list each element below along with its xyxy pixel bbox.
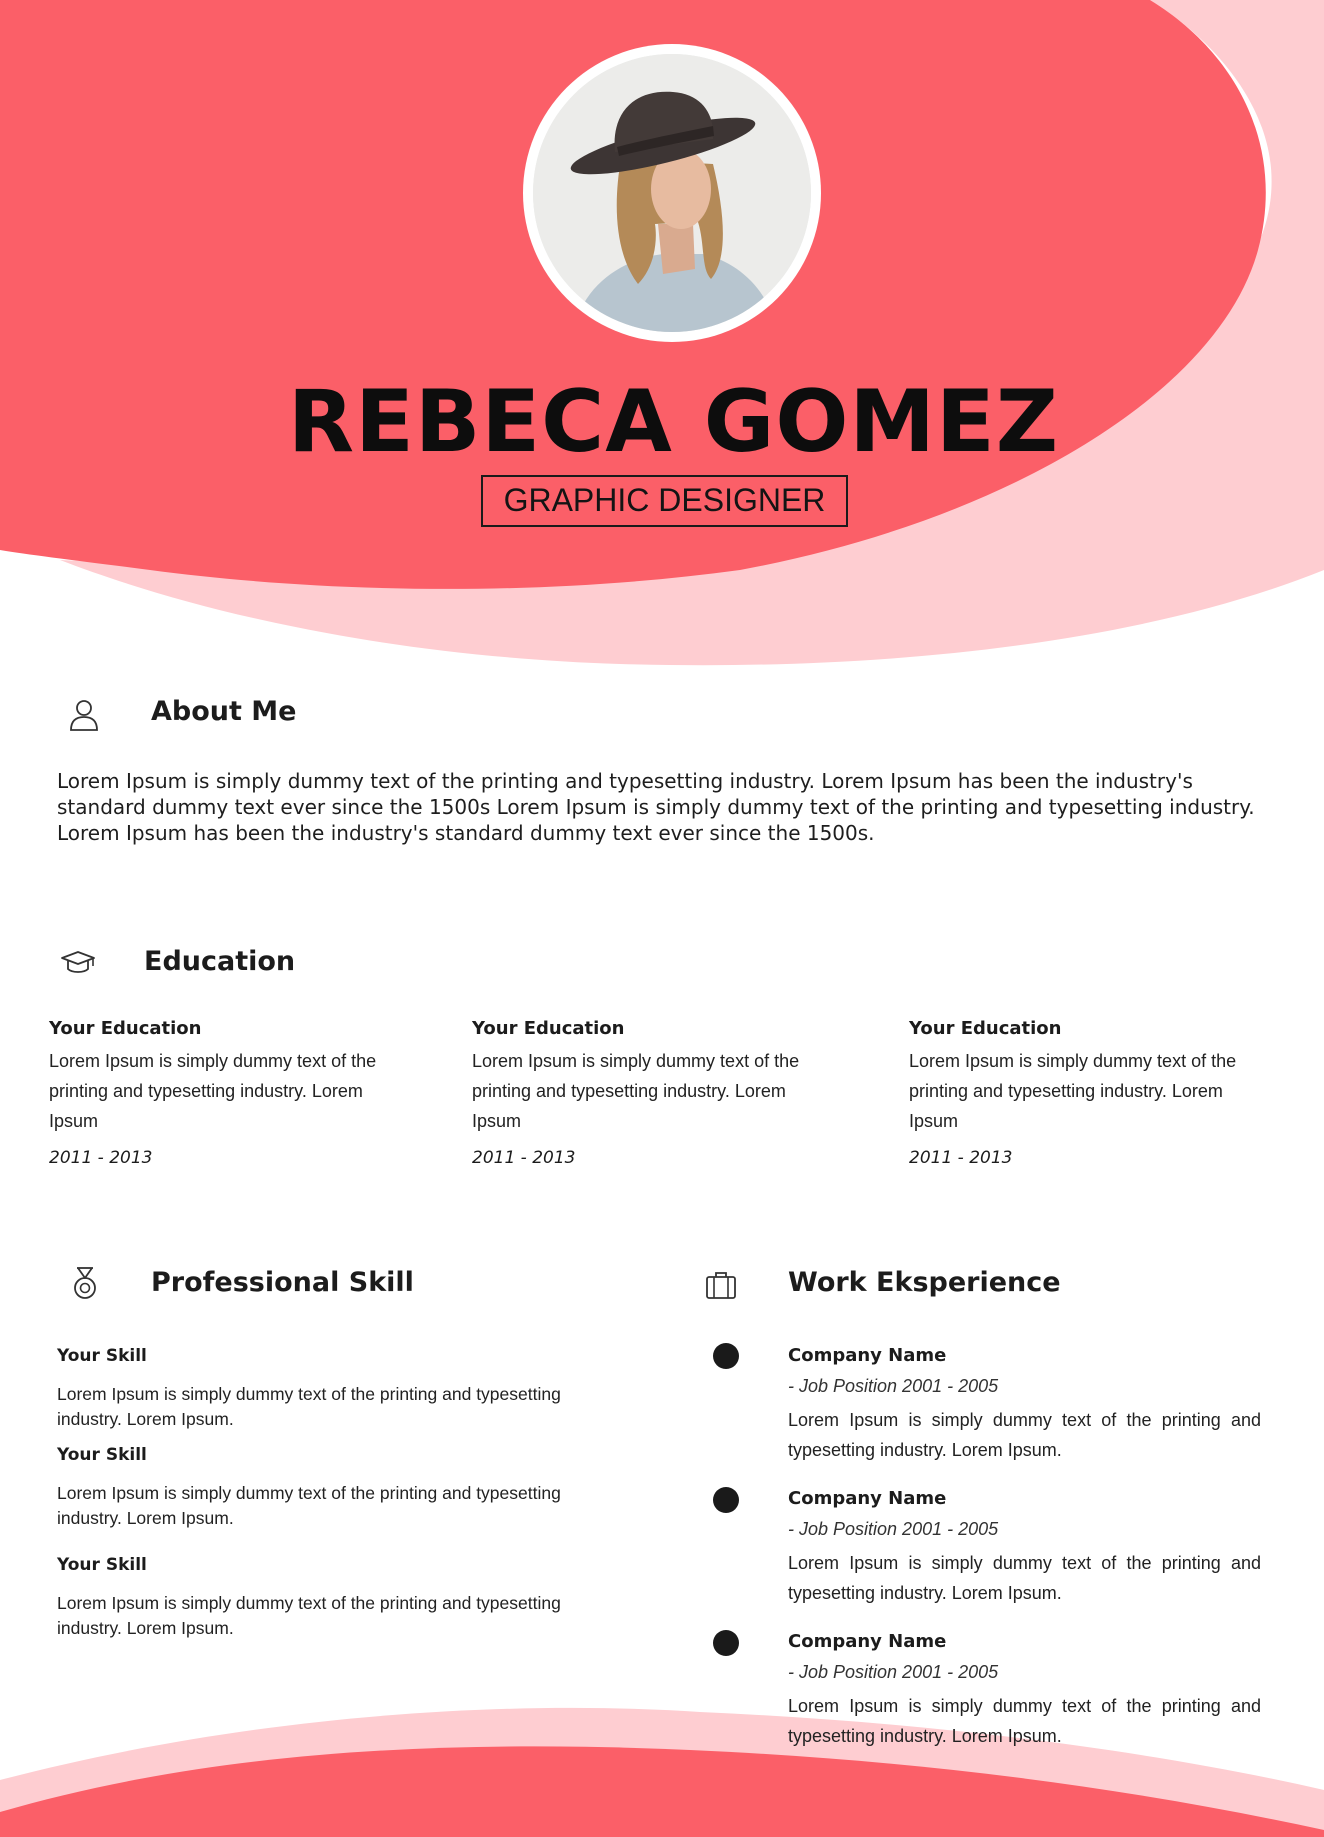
skill-item-text: Lorem Ipsum is simply dummy text of the printing and typesetting industry. Lorem Ipsum. [57,1483,561,1528]
skill-item-title: Your Skill [57,1555,147,1575]
education-item-title: Your Education [472,1018,625,1039]
education-item-years: 2011 - 2013 [909,1148,1013,1168]
education-item-title: Your Education [49,1018,202,1039]
resume-name: REBECA GOMEZ [287,372,1060,472]
avatar [533,54,811,332]
timeline-dot [713,1487,739,1513]
work-item [788,1486,1261,1608]
education-item-text: Lorem Ipsum is simply dummy text of the printing and typesetting industry. Lorem Ipsum [472,1051,800,1131]
work-company: Company Name [788,1488,947,1509]
skills-title: Professional Skill [151,1267,414,1298]
work-text: Lorem Ipsum is simply dummy text of the printing and typesetting industry. Lorem Ipsum. [788,1553,1261,1603]
briefcase-icon [705,1270,737,1300]
work-item [788,1629,1261,1751]
work-company: Company Name [788,1345,947,1366]
work-position: - Job Position 2001 - 2005 [788,1519,999,1539]
skill-item-text: Lorem Ipsum is simply dummy text of the printing and typesetting industry. Lorem Ipsum. [57,1593,561,1638]
about-title: About Me [151,696,297,727]
work-company: Company Name [788,1631,947,1652]
timeline-dot [713,1343,739,1369]
work-item [788,1343,1261,1465]
education-item-text: Lorem Ipsum is simply dummy text of the printing and typesetting industry. Lorem Ipsum [909,1051,1237,1131]
education-item [909,1017,1269,1168]
timeline-dot [713,1630,739,1656]
skill-item [57,1553,617,1641]
medal-icon [72,1266,98,1302]
work-title: Work Eksperience [788,1267,1061,1298]
education-item [472,1017,832,1168]
skill-item [57,1344,617,1432]
work-text: Lorem Ipsum is simply dummy text of the printing and typesetting industry. Lorem Ipsum. [788,1410,1261,1460]
education-item-text: Lorem Ipsum is simply dummy text of the printing and typesetting industry. Lorem Ipsum [49,1051,377,1131]
skill-item [57,1443,617,1531]
education-item-years: 2011 - 2013 [472,1148,576,1168]
education-item-years: 2011 - 2013 [49,1148,153,1168]
work-text: Lorem Ipsum is simply dummy text of the printing and typesetting industry. Lorem Ipsum. [788,1696,1261,1746]
graduation-cap-icon [60,950,96,978]
education-item-title: Your Education [909,1018,1062,1039]
education-item [49,1017,409,1168]
work-position: - Job Position 2001 - 2005 [788,1376,999,1396]
skill-item-title: Your Skill [57,1346,147,1366]
job-title-box: GRAPHIC DESIGNER [481,475,848,527]
about-text: Lorem Ipsum is simply dummy text of the printing and typesetting industry. Lorem Ipsum has been the industry's standard dummy text ever since the 1500s Lorem Ipsum is simply dummy text of the printing and typesetting industry. Lorem Ipsum has been the industry's standard dummy text ever since the 1500s. [57,769,1255,845]
skill-item-title: Your Skill [57,1445,147,1465]
work-position: - Job Position 2001 - 2005 [788,1662,999,1682]
user-icon [68,698,100,732]
skill-item-text: Lorem Ipsum is simply dummy text of the printing and typesetting industry. Lorem Ipsum. [57,1384,561,1429]
education-title: Education [144,946,296,977]
avatar-portrait [533,54,811,332]
